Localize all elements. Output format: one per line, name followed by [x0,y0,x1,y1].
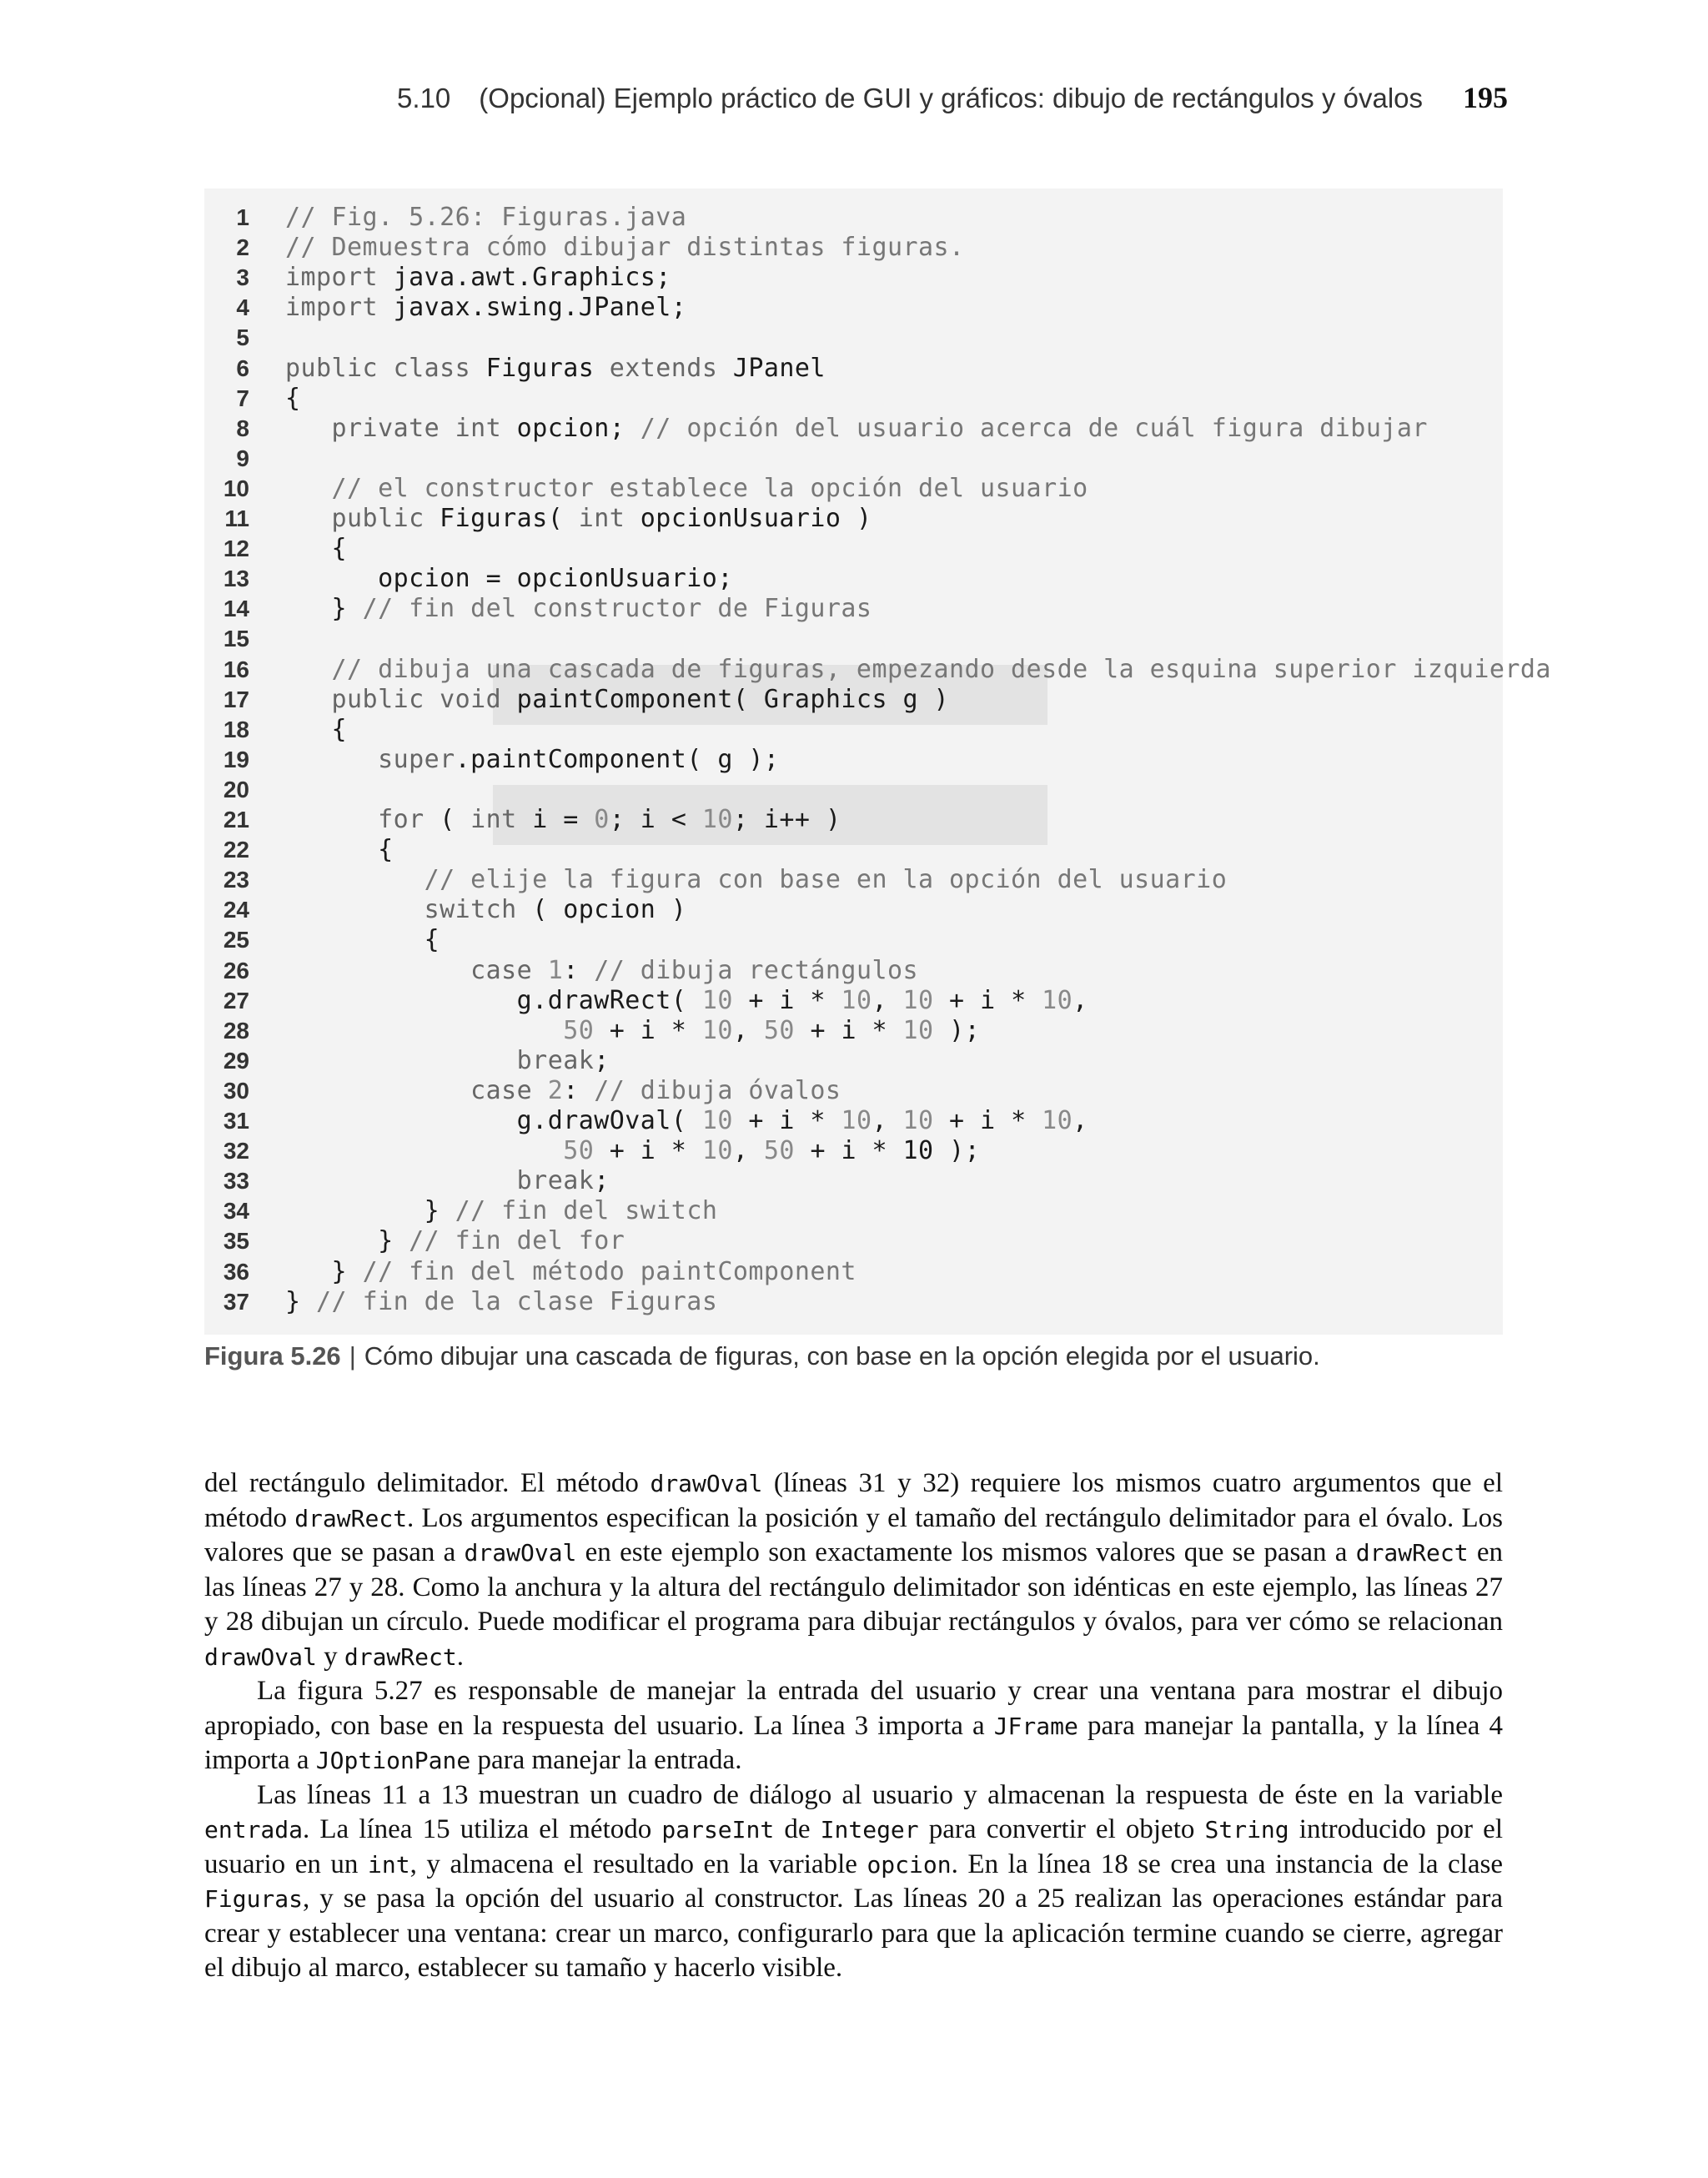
code-text [285,895,686,925]
body-text [204,1466,1503,1986]
line-number: 20 [223,776,249,802]
code-token: Figuras [470,353,610,383]
line-number: 37 [223,1288,249,1315]
line-number: 22 [223,837,249,863]
code-token: javax.swing.JPanel; [378,293,687,323]
code-token: { [285,714,348,744]
body-paragraph [204,1466,1503,1674]
line-number: 29 [223,1047,249,1074]
code-text [285,715,347,745]
code-token: 10 [902,985,934,1015]
code-token: + i * [794,1136,903,1166]
code-text [285,474,1088,504]
code-token: opcion; [501,413,640,443]
code-text [285,534,347,564]
code-token [285,1136,563,1165]
code-text [285,1257,857,1287]
inline-code: String [1204,1816,1289,1844]
code-text [285,1046,610,1076]
code-text [285,925,440,955]
inline-code: drawOval [204,1642,317,1671]
inline-code: opcion [867,1850,952,1879]
line-number: 26 [223,957,249,983]
code-token: 10 [902,1136,934,1166]
code-text [285,233,965,263]
inline-code: drawOval [650,1470,763,1497]
page-number: 195 [1463,81,1508,114]
inline-code: drawOval [464,1539,577,1567]
code-token: 10 [701,1136,733,1166]
code-token: ( opcion ) [516,895,687,925]
code-token: ; [594,1166,610,1196]
code-token [285,1016,563,1045]
paragraph-text: Las líneas 11 a 13 muestran un cuadro de diálogo al usuario y almacenan la respuesta de éste en la variable [257,1779,1503,1810]
line-number: 2 [236,234,249,261]
code-token: } [285,1256,363,1286]
paragraph-text: (líneas 31 y 32) requiere los mismos cuatro argumentos que el método [204,1468,1503,1533]
code-token: 10 [1042,1106,1073,1135]
line-number: 27 [223,987,249,1014]
code-token: 10 [841,985,872,1015]
line-number: 9 [236,445,249,471]
code-token: // Fig. 5.26: Figuras.java [285,203,687,232]
line-number: 10 [223,475,249,501]
code-token: 10 [701,1015,733,1045]
code-token: java.awt.Graphics; [378,263,671,293]
line-number: 15 [223,626,249,652]
code-token: ; [594,1045,610,1075]
code-text [285,203,686,233]
code-token: public class [285,353,471,383]
inline-code: Figuras [204,1885,304,1913]
code-text [285,1287,717,1317]
line-number: 12 [223,536,249,562]
code-text [285,504,872,534]
code-token: 10 [902,1015,934,1045]
inline-code: drawRect [344,1642,457,1671]
line-number: 6 [236,355,249,381]
code-token: case [285,1075,533,1105]
code-text [285,865,1227,895]
code-text [285,956,918,986]
code-token: // fin de la clase Figuras [316,1286,718,1316]
code-token: 0 [594,805,610,834]
code-token: 1 [532,955,564,985]
line-number: 3 [236,264,249,291]
code-token: ; i++ ) [732,805,841,834]
code-listing [204,189,1551,1335]
code-token: int [470,805,517,834]
line-number: 21 [223,807,249,832]
paragraph-text: para manejar la pantalla, y la línea 4 importa a [204,1710,1503,1775]
code-token: paintComponent( Graphics g ) [501,684,950,714]
code-text [285,1166,610,1196]
line-number: 33 [223,1168,249,1195]
code-token: g.drawRect( [285,985,702,1015]
code-token: // fin del switch [455,1196,718,1226]
paragraph-text: y [316,1641,344,1672]
code-token: ); [933,1136,981,1166]
line-number: 35 [223,1228,249,1255]
line-number: 30 [223,1077,249,1104]
code-token: , [872,1106,903,1135]
line-number: 34 [223,1198,249,1225]
code-token: , [1073,1106,1088,1135]
code-token: g.drawOval( [285,1106,702,1135]
line-number: 5 [236,324,249,351]
code-token: 50 [563,1015,595,1045]
line-number: 18 [223,716,249,742]
code-token: extends [609,353,718,383]
code-token: 50 [763,1136,795,1166]
code-token: for [285,805,424,834]
body-paragraph [204,1778,1503,1986]
code-text [285,1106,1088,1136]
section-title: (Opcional) Ejemplo práctico de GUI y gráficos: dibujo de rectángulos y óvalos [479,83,1423,113]
running-header [200,80,1508,122]
code-token: + i * [732,1106,841,1135]
code-token: } [285,1226,409,1256]
code-token: 50 [763,1015,795,1045]
code-text [285,1196,717,1226]
paragraph-text: . Los argumentos especifican la posición y el tamaño del rectángulo delimitador para el óvalo. Los valores que se pasan a [204,1502,1503,1567]
code-token: public [285,504,424,533]
code-token: import [285,293,379,323]
paragraph-text: . En la línea 18 se crea una instancia de la clase [951,1849,1503,1879]
inline-code: entrada [204,1816,304,1844]
code-token: : [563,955,595,985]
inline-code: Integer [820,1816,919,1844]
code-token: + i * [933,1106,1042,1135]
code-token: switch [285,895,517,925]
line-number: 32 [223,1138,249,1164]
paragraph-text: en este ejemplo son exactamente los mismos valores que se pasan a [576,1537,1356,1567]
line-number: 25 [223,927,249,953]
line-number: 19 [223,746,249,772]
code-token: opcionUsuario ) [625,504,872,533]
code-token: Figuras( [424,504,579,533]
caption-text: Cómo dibujar una cascada de figuras, con base en la opción elegida por el usuario. [364,1341,1320,1371]
code-token: case [285,955,533,985]
line-number: 28 [223,1017,249,1044]
code-token: 2 [532,1075,564,1105]
code-text [285,986,1088,1016]
line-number: 14 [223,596,249,622]
inline-code: parseInt [661,1816,775,1844]
line-number: 16 [223,656,249,682]
code-token: i = [516,805,595,834]
code-token: } [285,1286,317,1316]
paragraph-text: , y almacena el resultado en la variable [409,1849,867,1879]
code-token: // dibuja una cascada de figuras, empezando desde la esquina superior izquierda [285,654,1551,684]
code-token: // fin del constructor de Figuras [362,594,872,624]
code-token: private int [285,413,502,443]
code-token: 10 [701,985,733,1015]
inline-code: int [368,1850,410,1879]
caption-separator: | [349,1341,356,1371]
code-text [285,594,872,624]
code-text [285,414,1428,444]
paragraph-text: para manejar la entrada. [470,1745,742,1775]
code-token: { [285,925,440,955]
code-token: , [872,985,903,1015]
code-token: 10 [701,805,733,834]
code-text [285,1136,980,1166]
code-token: 10 [701,1106,733,1135]
line-number: 8 [236,415,249,441]
code-token: 50 [563,1136,595,1166]
code-token: // elije la figura con base en la opción del usuario [285,865,1228,895]
code-text [285,655,1551,685]
code-text [285,384,301,414]
code-text [285,805,841,835]
line-number: 31 [223,1108,249,1134]
paragraph-text: , y se pasa la opción del usuario al constructor. Las líneas 20 a 25 realizan las operaciones estándar para crear y establecer una ventana: crear un marco, configurarlo para que la aplicación termine cuando se cierre, agregar el dibujo al marco, establecer su tamaño y hacerlo visible. [204,1884,1503,1983]
code-token: break [285,1166,595,1196]
code-token: : [563,1075,595,1105]
code-token: } [285,1196,455,1226]
code-text [285,835,394,865]
code-token: 10 [1042,985,1073,1015]
code-token: // dibuja óvalos [594,1075,841,1105]
inline-code: JFrame [993,1712,1078,1740]
paragraph-text: del rectángulo delimitador. El método [204,1468,651,1498]
paragraph-text: de [774,1814,821,1844]
code-token: // fin del método paintComponent [362,1256,857,1286]
code-token: // opción del usuario acerca de cuál figura dibujar [640,413,1428,443]
code-token: 10 [841,1106,872,1135]
inline-code: JOptionPane [315,1747,471,1774]
code-text [285,1076,841,1106]
code-token: // el constructor establece la opción del usuario [285,473,1088,503]
line-number: 24 [223,897,249,923]
paragraph-text: introducido por el usuario en un [204,1814,1503,1879]
code-token: + i * [594,1015,702,1045]
inline-code: drawRect [1355,1539,1469,1567]
paragraph-text: para convertir el objeto [918,1814,1205,1844]
line-number: 7 [236,385,249,411]
section-number: 5.10 [397,83,451,113]
code-text [285,263,671,293]
code-token: , [1073,985,1088,1015]
code-text [285,685,949,715]
code-token: { [285,383,301,413]
code-text [285,1016,980,1046]
code-token: ; i < [609,805,702,834]
code-token: JPanel [717,353,826,383]
code-token: opcion = opcionUsuario; [285,564,733,594]
code-token: // fin del for [409,1226,625,1256]
paragraph-text: La figura 5.27 es responsable de manejar la entrada del usuario y crear una ventana para mostrar el dibujo apropiado, con base en la respuesta del usuario. La línea 3 importa a [204,1676,1503,1741]
line-number: 17 [223,686,249,712]
code-token: import [285,263,379,293]
line-number: 13 [223,566,249,592]
inline-code: drawRect [294,1504,408,1532]
figure-label: Figura 5.26 [204,1341,341,1371]
code-token: + i * [933,985,1042,1015]
code-token: { [285,534,348,564]
line-number: 36 [223,1258,249,1285]
line-number: 4 [236,294,249,321]
code-text [285,354,826,384]
code-text [285,1226,625,1256]
code-token: super [285,744,455,774]
line-number: 1 [236,204,249,230]
code-token: break [285,1045,595,1075]
code-token: + i * [594,1136,702,1166]
code-token: ); [933,1015,981,1045]
code-text [285,293,686,323]
code-token: , [732,1015,764,1045]
code-token: ( [424,805,471,834]
code-token: } [285,594,363,624]
paragraph-text: . La línea 15 utiliza el método [303,1814,662,1844]
code-token: // dibuja rectángulos [594,955,918,985]
line-number: 11 [224,506,249,531]
code-token: , [732,1136,764,1166]
line-number: 23 [223,867,249,893]
figure-caption [204,1341,1505,1378]
code-token: { [285,835,394,865]
code-token: public void [285,684,502,714]
code-token: // Demuestra cómo dibujar distintas figuras. [285,233,965,263]
body-paragraph [204,1674,1503,1778]
code-token: + i * [732,985,841,1015]
code-text [285,745,779,775]
code-token: .paintComponent( g ); [455,744,780,774]
code-token: + i * [794,1015,903,1045]
code-token: int [578,504,625,533]
code-text [285,564,733,594]
paragraph-text: en las líneas 27 y 28. Como la anchura y la altura del rectángulo delimitador son idénticas en este ejemplo, las líneas 27 y 28 dibujan un círculo. Puede modificar el programa para dibujar rectángulos y óvalos, para ver cómo se relacionan [204,1537,1503,1637]
code-token: 10 [902,1106,934,1135]
paragraph-text: . [456,1641,464,1672]
